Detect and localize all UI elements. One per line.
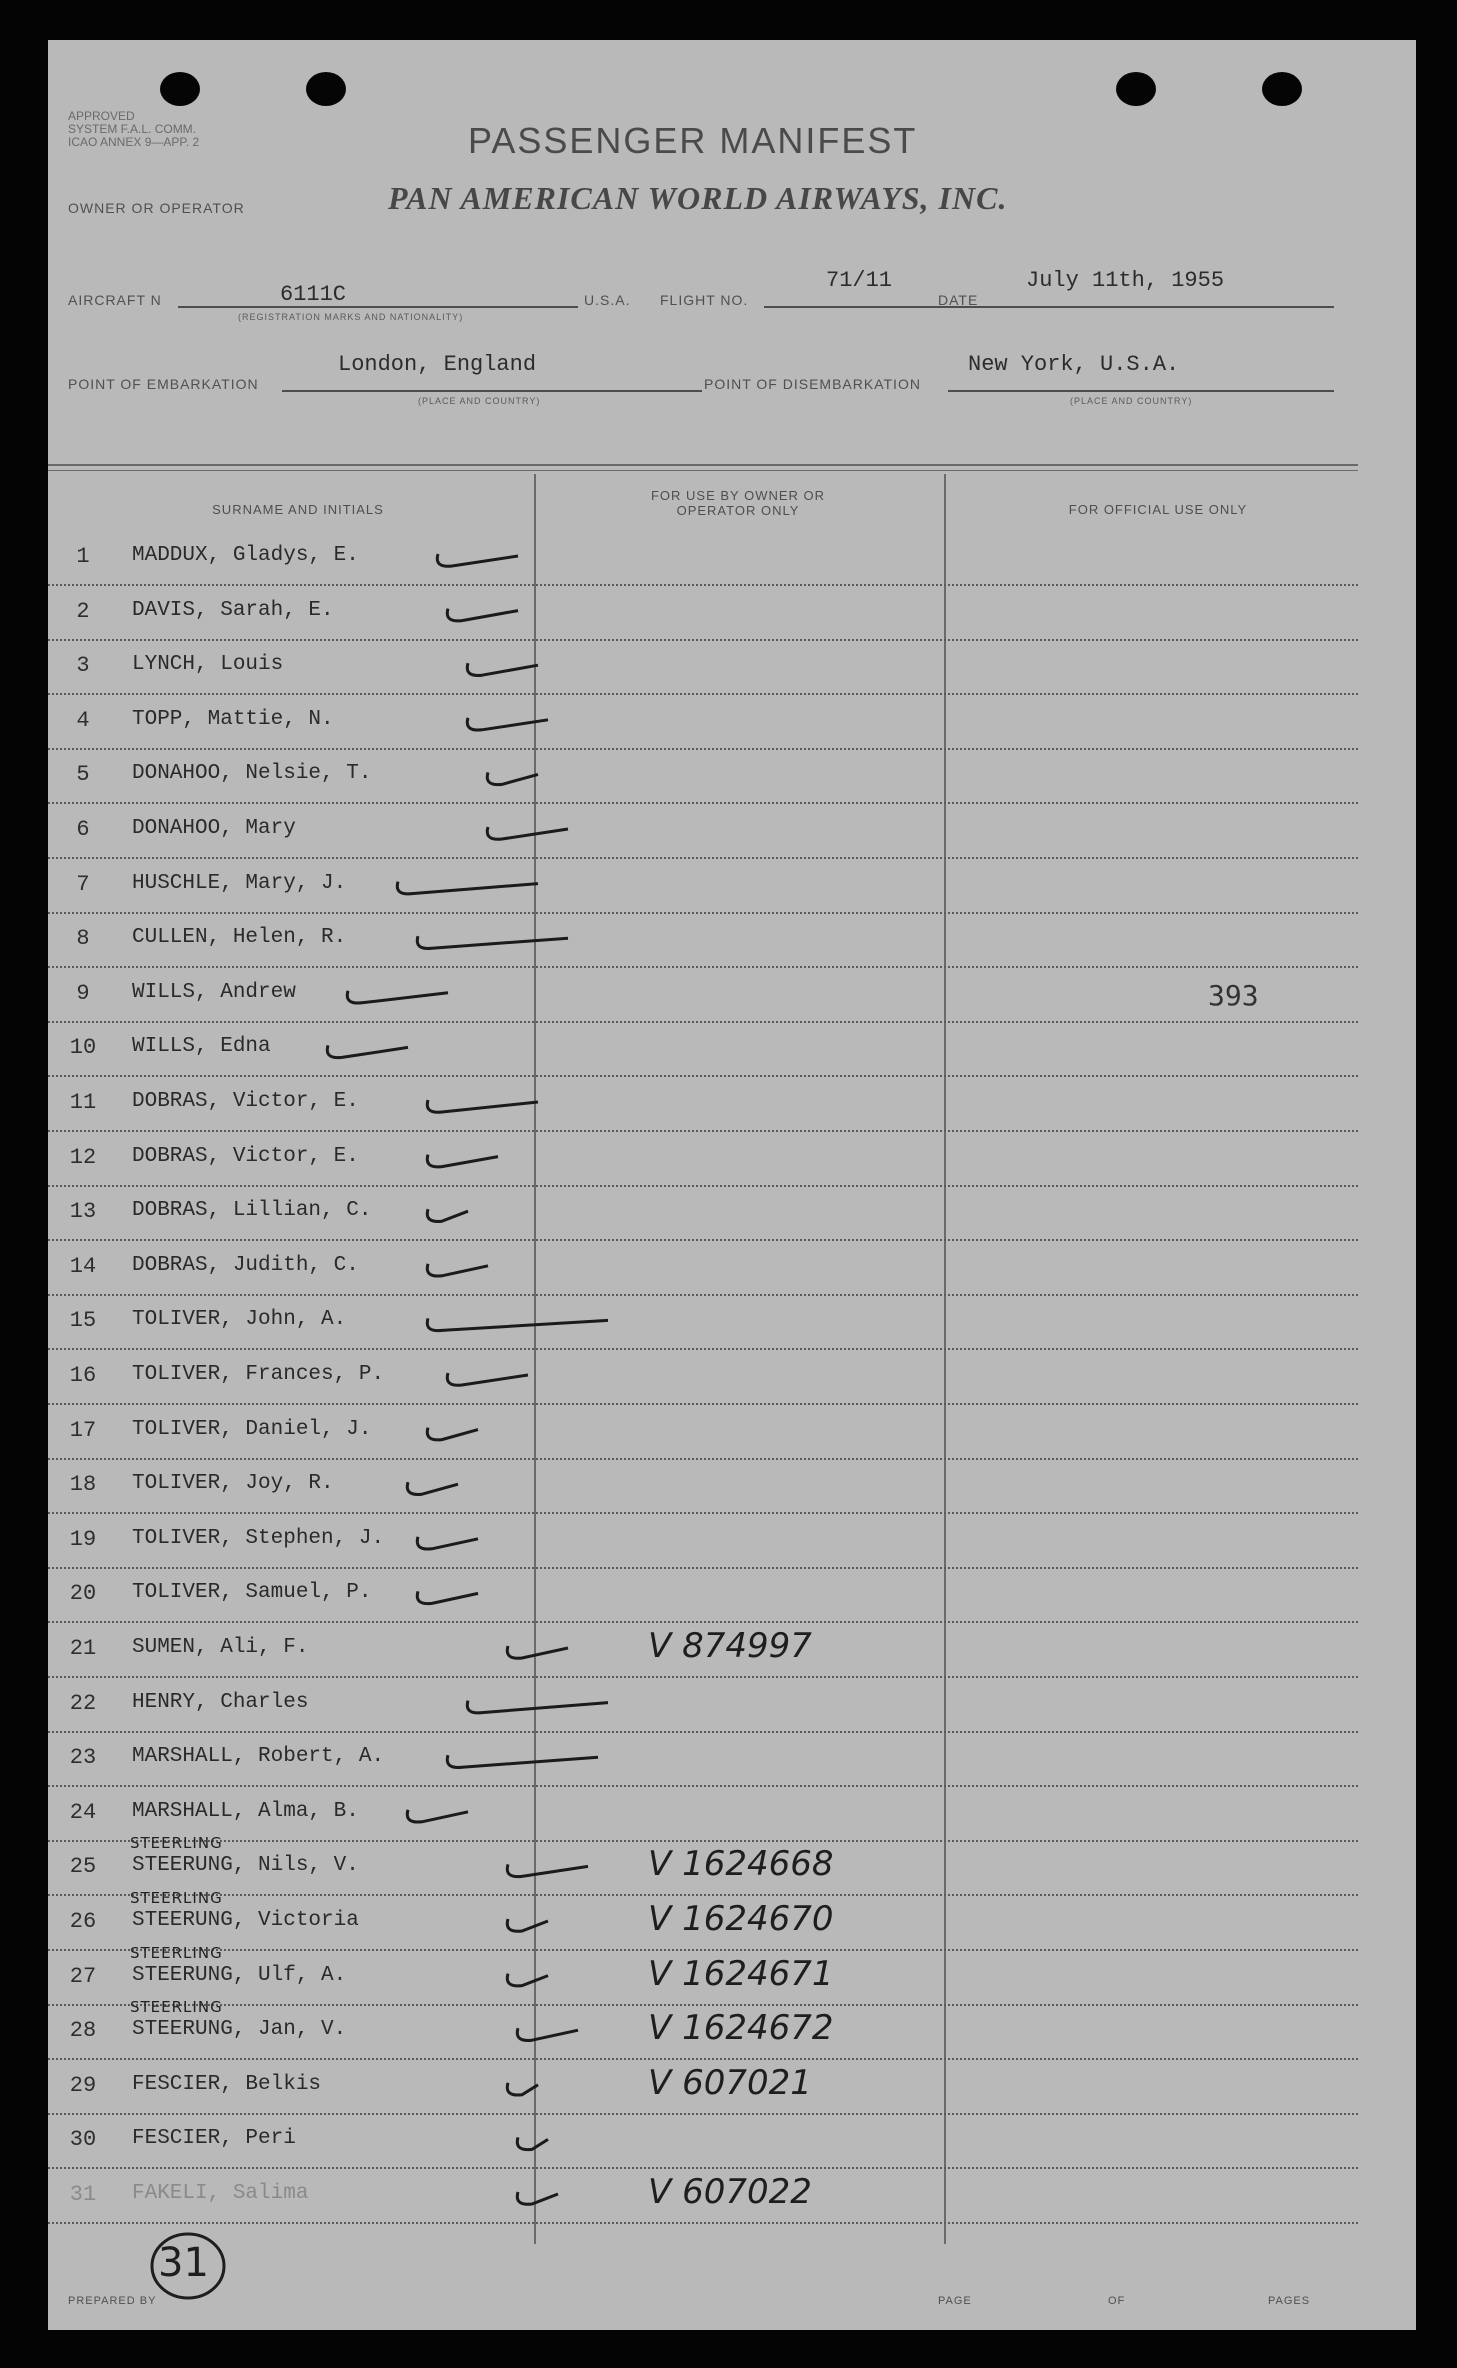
aircraft-caption: (REGISTRATION MARKS AND NATIONALITY) — [238, 312, 464, 322]
row-number: 23 — [69, 1745, 97, 1771]
date-value: July 11th, 1955 — [1026, 268, 1225, 293]
table-row — [48, 1131, 1358, 1187]
table-row — [48, 1513, 1358, 1569]
prepared-label: PREPARED BY — [68, 2295, 157, 2307]
row-number: 20 — [69, 1581, 97, 1607]
col-official-header: FOR OFFICIAL USE ONLY — [1068, 502, 1248, 517]
row-number: 21 — [69, 1636, 97, 1661]
passenger-name: SUMEN, Ali, F. — [132, 1636, 309, 1659]
row-number: 17 — [69, 1417, 97, 1443]
manifest-sheet — [48, 40, 1416, 2330]
header-rule — [48, 464, 1358, 466]
passenger-name: DONAHOO, Mary — [132, 817, 296, 840]
operator-note: V 1624668 — [648, 1844, 834, 1885]
row-number: 12 — [69, 1144, 97, 1170]
name-correction: STEERLING — [130, 1889, 223, 1907]
flight-label: FLIGHT NO. — [660, 292, 749, 308]
row-number: 5 — [76, 762, 90, 788]
row-number: 4 — [76, 707, 90, 733]
row-number: 2 — [76, 598, 90, 624]
row-number: 19 — [69, 1526, 97, 1552]
passenger-name: MARSHALL, Robert, A. — [132, 1745, 385, 1769]
passenger-name: FESCIER, Peri — [132, 2127, 296, 2151]
official-note: 393 — [1208, 978, 1259, 1012]
operator-note: V 607022 — [648, 2172, 812, 2212]
row-number: 22 — [69, 1690, 97, 1716]
passenger-name: DAVIS, Sarah, E. — [132, 598, 334, 622]
passenger-name: CULLEN, Helen, R. — [132, 926, 347, 950]
passenger-name: FESCIER, Belkis — [132, 2072, 322, 2096]
table-row — [48, 1677, 1358, 1733]
aircraft-label: AIRCRAFT N — [68, 292, 162, 308]
table-row — [48, 1240, 1358, 1296]
passenger-name: FAKELI, Salima — [132, 2182, 309, 2205]
passenger-name: DOBRAS, Victor, E. — [132, 1144, 359, 1168]
row-number: 16 — [69, 1363, 97, 1388]
row-number: 9 — [76, 980, 90, 1006]
table-row — [48, 694, 1358, 750]
table-row — [48, 748, 1358, 804]
disembark-value: New York, U.S.A. — [968, 352, 1180, 377]
owner-label: OWNER OR OPERATOR — [68, 200, 245, 216]
row-number: 8 — [76, 926, 90, 952]
disembark-caption: (PLACE AND COUNTRY) — [1070, 396, 1193, 406]
passenger-name: WILLS, Andrew — [132, 980, 296, 1004]
table-row — [48, 1076, 1358, 1132]
aircraft-underline — [178, 306, 578, 308]
operator-name: PAN AMERICAN WORLD AIRWAYS, INC. — [388, 180, 1008, 216]
operator-note: V 874997 — [648, 1626, 812, 1666]
table-row — [48, 1834, 1358, 1896]
punch-hole-icon — [306, 72, 346, 106]
table-row — [48, 1185, 1358, 1241]
punch-hole-icon — [1262, 72, 1302, 106]
row-number: 13 — [69, 1199, 97, 1225]
page-label: PAGE — [938, 2295, 972, 2307]
table-row — [48, 1622, 1358, 1678]
table-row — [48, 1021, 1358, 1077]
header-rule — [48, 470, 1358, 471]
punch-hole-icon — [160, 72, 200, 106]
row-number: 28 — [69, 2018, 97, 2044]
country-label: U.S.A. — [584, 292, 631, 308]
embark-label: POINT OF EMBARKATION — [68, 376, 259, 392]
row-number: 14 — [69, 1253, 97, 1279]
date-underline — [984, 306, 1334, 308]
manifest-title: PASSENGER MANIFEST — [468, 120, 918, 161]
passenger-name: TOLIVER, Joy, R. — [132, 1472, 334, 1496]
table-row — [48, 912, 1358, 968]
col-name-header: SURNAME AND INITIALS — [212, 502, 384, 517]
embark-underline — [282, 390, 702, 392]
row-number: 24 — [69, 1799, 97, 1825]
embark-value: London, England — [338, 352, 537, 377]
approval-note: APPROVED SYSTEM F.A.L. COMM. ICAO ANNEX 9—APP. 2 — [68, 109, 200, 149]
operator-note: V 607021 — [648, 2062, 812, 2103]
passenger-name: TOLIVER, Daniel, J. — [132, 1417, 372, 1441]
name-correction: STEERLING — [130, 1998, 223, 2017]
passenger-name: MARSHALL, Alma, B. — [132, 1799, 359, 1823]
table-row — [48, 967, 1358, 1023]
passenger-name: TOLIVER, John, A. — [132, 1308, 347, 1332]
date-label: DATE — [938, 292, 979, 308]
row-number: 26 — [69, 1909, 97, 1934]
table-row — [48, 1998, 1358, 2060]
row-number: 7 — [76, 871, 90, 897]
operator-note: V 1624671 — [648, 1953, 834, 1994]
name-correction: STEERLING — [130, 1943, 223, 1962]
passenger-name: STEERUNG, Ulf, A. — [132, 1963, 347, 1987]
punch-hole-icon — [1116, 72, 1156, 106]
name-correction: STEERLING — [130, 1834, 223, 1853]
of-label: OF — [1108, 2295, 1126, 2307]
row-number: 27 — [69, 1963, 97, 1989]
row-number: 11 — [69, 1090, 97, 1115]
table-row — [48, 1349, 1358, 1405]
passenger-name: DONAHOO, Nelsie, T. — [132, 762, 372, 786]
pages-label: PAGES — [1268, 2295, 1311, 2307]
row-number: 10 — [69, 1035, 97, 1061]
row-number: 31 — [69, 2182, 97, 2207]
passenger-name: HENRY, Charles — [132, 1690, 309, 1714]
disembark-label: POINT OF DISEMBARKATION — [704, 376, 921, 392]
passenger-name: TOLIVER, Frances, P. — [132, 1363, 385, 1386]
row-number: 6 — [76, 817, 90, 842]
disembark-underline — [948, 390, 1334, 392]
passenger-name: DOBRAS, Victor, E. — [132, 1090, 359, 1113]
row-number: 29 — [69, 2072, 97, 2098]
embark-caption: (PLACE AND COUNTRY) — [418, 396, 541, 406]
table-row — [48, 2168, 1358, 2224]
table-row — [48, 1294, 1358, 1350]
passenger-name: MADDUX, Gladys, E. — [132, 544, 359, 567]
page-count-note: 31 — [158, 2240, 209, 2286]
table-row — [48, 1786, 1358, 1842]
table-row — [48, 858, 1358, 914]
passenger-name: STEERUNG, Jan, V. — [132, 2018, 347, 2042]
operator-note: V 1624672 — [648, 2008, 834, 2049]
operator-note: V 1624670 — [648, 1899, 834, 1939]
table-row — [48, 1458, 1358, 1514]
table-row — [48, 1943, 1358, 2006]
row-number: 18 — [69, 1472, 97, 1498]
flight-value: 71/11 — [826, 268, 893, 293]
passenger-name: TOPP, Mattie, N. — [132, 707, 334, 731]
passenger-name: LYNCH, Louis — [132, 653, 284, 677]
table-row — [48, 1567, 1358, 1623]
row-number: 1 — [76, 544, 90, 569]
passenger-name: DOBRAS, Lillian, C. — [132, 1199, 372, 1223]
table-row — [48, 2059, 1358, 2115]
passenger-name: STEERUNG, Nils, V. — [132, 1854, 359, 1878]
table-row — [48, 530, 1358, 586]
table-row — [48, 1404, 1358, 1460]
col-owner-header: FOR USE BY OWNER OR OPERATOR ONLY — [650, 488, 826, 518]
table-row — [48, 1731, 1358, 1787]
row-number: 30 — [69, 2127, 97, 2153]
passenger-name: WILLS, Edna — [132, 1035, 271, 1059]
passenger-name: TOLIVER, Samuel, P. — [132, 1581, 372, 1605]
row-number: 15 — [69, 1308, 97, 1334]
row-number: 3 — [76, 653, 90, 679]
table-row — [48, 2113, 1358, 2169]
table-row — [48, 803, 1358, 859]
circle-mark-icon — [146, 2228, 236, 2304]
passenger-name: DOBRAS, Judith, C. — [132, 1253, 359, 1277]
table-row — [48, 585, 1358, 641]
row-number: 25 — [69, 1854, 97, 1880]
passenger-name: TOLIVER, Stephen, J. — [132, 1526, 385, 1550]
passenger-name: HUSCHLE, Mary, J. — [132, 871, 347, 895]
table-row — [48, 1889, 1358, 1951]
table-row — [48, 639, 1358, 695]
aircraft-value: 6111C — [280, 282, 347, 307]
passenger-name: STEERUNG, Victoria — [132, 1909, 359, 1932]
